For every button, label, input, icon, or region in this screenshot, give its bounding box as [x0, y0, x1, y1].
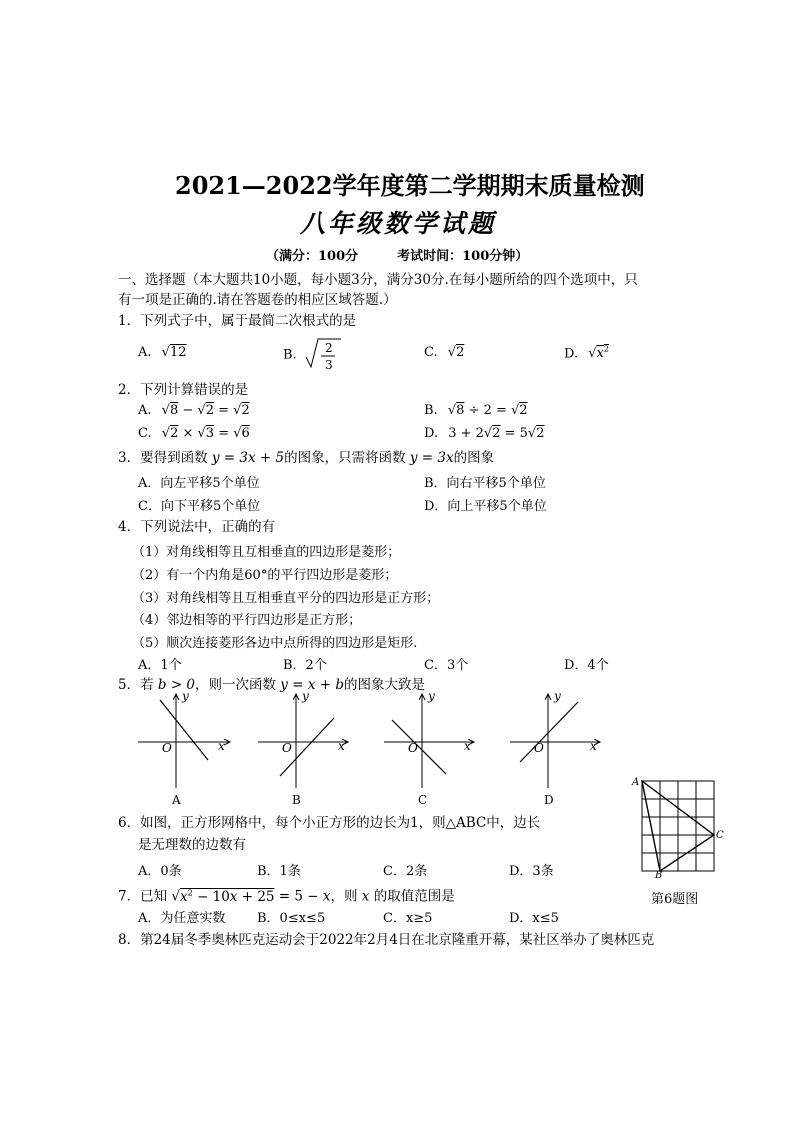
q4-item-5: （5）顺次连接菱形各边中点所得的四边形是矩形. — [132, 636, 418, 651]
graph-c-label: C — [418, 793, 428, 807]
q7-option-c: C．x≥5 — [383, 911, 433, 926]
q6-option-c: C．2条 — [383, 864, 428, 879]
q5-stem: 5．若 b > 0，则一次函数 y = x + b的图象大致是 — [118, 677, 425, 693]
q2-option-a: A. √8 − √2 = √2 — [138, 403, 250, 418]
exam-subtitle: 八年级数学试题 — [300, 209, 497, 238]
section-heading-line1: 一、选择题（本大题共10小题，每小题3分，满分30分.在每小题所给的四个选项中，只 — [118, 272, 638, 288]
q7-stem: 7．已知 $√x^2 - 10x + 25 = 5 - x$，则 x 的取值范围是 — [118, 888, 455, 905]
q1-b-expr — [303, 335, 343, 375]
q1-option-d: D. $√x^2$ — [564, 345, 609, 362]
graph-a — [138, 690, 230, 807]
q7-option-d: D．x≤5 — [509, 911, 559, 926]
q6-option-d: D．3条 — [509, 864, 554, 879]
q3-option-b: B．向右平移5个单位 — [424, 476, 546, 491]
graph-a-label: A — [172, 793, 181, 807]
graph-a-origin: O — [162, 741, 172, 755]
q6-figure — [630, 776, 730, 878]
q7-option-a: A．为任意实数 — [138, 911, 226, 926]
graph-b-label: B — [292, 793, 301, 807]
q2-stem: 2．下列计算错误的是 — [118, 382, 249, 398]
q6-option-a: A．0条 — [138, 864, 182, 879]
q1-d-expr: $√x^2$ — [588, 345, 609, 362]
q4-option-d: D．4个 — [564, 658, 609, 673]
q6-point-c: C — [716, 830, 724, 841]
graph-b-origin: O — [282, 741, 292, 755]
graph-a-y-label: y — [182, 690, 189, 703]
graph-b-x-label: x — [338, 739, 345, 753]
graph-b — [258, 690, 348, 807]
q1-option-a: A. √12 — [138, 345, 187, 360]
exam-info: （满分：100分 考试时间：100分钟） — [266, 249, 529, 264]
q5-graphs — [130, 690, 610, 810]
q1-a-expr: √12 — [161, 345, 187, 360]
q2-option-b: B. √8 ÷ 2 = √2 — [424, 403, 528, 418]
q4-option-b: B．2个 — [283, 658, 327, 673]
q3-option-c: C．向下平移5个单位 — [138, 499, 261, 514]
q4-stem: 4．下列说法中，正确的有 — [118, 519, 276, 535]
q7-option-b: B．0≤x≤5 — [257, 911, 326, 926]
graph-a-x-label: x — [218, 739, 225, 753]
graph-c-x-label: x — [464, 739, 471, 753]
section-heading-line2: 有一项是正确的.请在答题卷的相应区域答题.） — [118, 292, 397, 308]
graph-d — [510, 690, 600, 807]
q1-option-b: B. 2 3 — [283, 335, 343, 375]
q2-option-d: D. 3 + 2√2 = 5√2 — [424, 426, 545, 441]
q1-c-expr: √2 — [447, 345, 465, 360]
q1-stem: 1．下列式子中，属于最简二次根式的是 — [118, 313, 357, 329]
q4-item-1: （1）对角线相等且互相垂直的四边形是菱形； — [132, 545, 401, 560]
q8-stem: 8．第24届冬季奥林匹克运动会于2022年2月4日在北京隆重开幕，某社区举办了奥林匹克 — [118, 932, 655, 948]
q4-option-a: A．1个 — [138, 658, 182, 673]
graph-c-origin: O — [408, 741, 418, 755]
q6-option-b: B．1条 — [257, 864, 301, 879]
graph-c — [384, 690, 474, 807]
svg-text:2: 2 — [324, 341, 333, 355]
exam-title: 2021—2022学年度第二学期期末质量检测 — [175, 171, 645, 200]
graph-d-origin: O — [534, 741, 544, 755]
q6-point-b: B — [655, 870, 663, 878]
q6-figure-caption: 第6题图 — [651, 892, 699, 907]
graph-d-label: D — [544, 793, 554, 807]
q3-option-d: D．向上平移5个单位 — [424, 499, 547, 514]
q6-stem-line1: 6．如图，正方形网格中，每个小正方形的边长为1，则△ABC中，边长 — [118, 815, 541, 831]
q4-option-c: C．3个 — [424, 658, 469, 673]
q6-point-a: A — [632, 777, 640, 788]
graph-b-y-label: y — [302, 690, 309, 703]
svg-text:3: 3 — [324, 358, 333, 372]
q4-item-4: （4）邻边相等的平行四边形是正方形； — [132, 613, 362, 628]
q4-item-2: （2）有一个内角是60°的平行四边形是菱形； — [132, 568, 398, 583]
graph-c-y-label: y — [428, 690, 435, 703]
q3-option-a: A．向左平移5个单位 — [138, 476, 260, 491]
q4-item-3: （3）对角线相等且互相垂直平分的四边形是正方形； — [132, 591, 440, 606]
q1-option-c: C. √2 — [424, 345, 465, 360]
q3-stem: 3．要得到函数 y = 3x + 5的图象，只需将函数 y = 3x的图象 — [118, 450, 495, 466]
graph-d-x-label: x — [590, 739, 597, 753]
q2-option-c: C. √2 × √3 = √6 — [138, 426, 250, 441]
graph-d-y-label: y — [554, 690, 561, 703]
q6-stem-line2: 是无理数的边数有 — [138, 837, 246, 853]
